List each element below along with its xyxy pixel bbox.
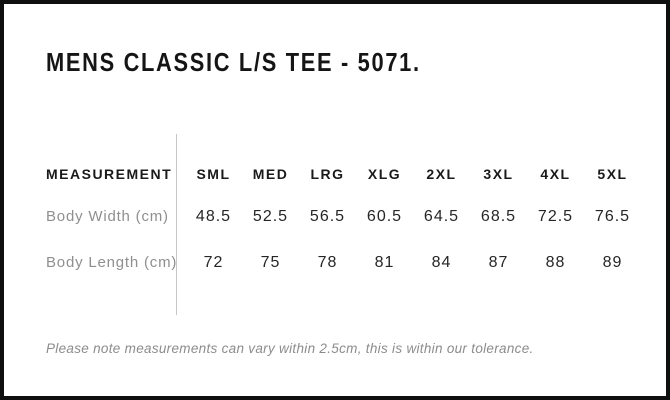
body-length-value-2xl: 84 [431,254,452,271]
body-width-value-4xl: 72.5 [537,208,574,225]
size-column-header-med: MED [252,166,289,182]
size-column-header-xlg: XLG [367,166,402,182]
body-length-value-3xl: 87 [488,254,509,271]
row-label-body-length: Body Length (cm) [46,254,178,271]
body-width-value-xlg: 60.5 [366,208,403,225]
size-table-header-row [46,165,641,183]
body-length-value-lrg: 78 [317,254,338,271]
body-width-value-3xl: 68.5 [480,208,517,225]
body-width-value-2xl: 64.5 [423,208,460,225]
body-width-value-lrg: 56.5 [309,208,346,225]
tolerance-note: Please note measurements can vary within 2.5cm, this is within our tolerance. [46,341,534,356]
product-title: MENS CLASSIC L/S TEE - 5071. [46,47,421,77]
body-width-value-sml: 48.5 [195,208,232,225]
table-row-body-width [46,207,641,227]
measurement-column-header: MEASUREMENT [46,166,173,182]
table-row-body-length [46,253,641,273]
body-length-value-5xl: 89 [602,254,623,271]
body-width-value-med: 52.5 [252,208,289,225]
body-length-value-med: 75 [260,254,281,271]
body-length-value-sml: 72 [203,254,224,271]
size-column-header-lrg: LRG [310,166,345,182]
body-width-value-5xl: 76.5 [594,208,631,225]
size-column-header-3xl: 3XL [483,166,514,182]
size-column-header-sml: SML [196,166,231,182]
size-column-header-4xl: 4XL [540,166,571,182]
size-column-header-5xl: 5XL [597,166,628,182]
size-column-header-2xl: 2XL [426,166,457,182]
row-label-body-width: Body Width (cm) [46,208,169,225]
body-length-value-4xl: 88 [545,254,566,271]
body-length-value-xlg: 81 [374,254,395,271]
